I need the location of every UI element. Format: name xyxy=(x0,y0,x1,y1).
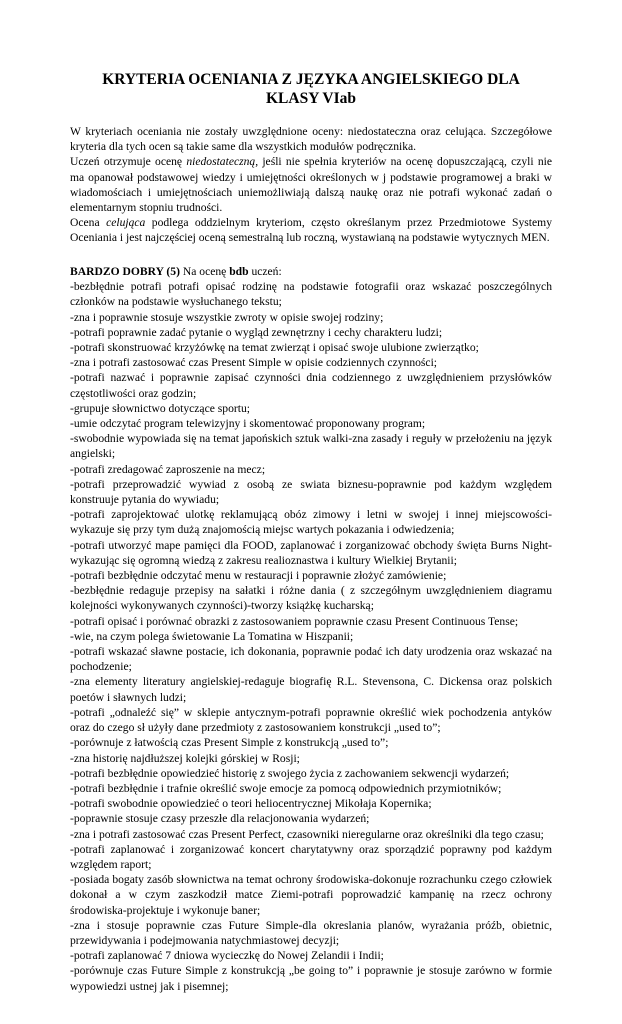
document-title xyxy=(60,70,562,108)
intro-p3-end: podlega oddzielnym kryteriom, często określanym przez Przedmiotowe Systemy Oceniania i jest najczęściej oceną semestralną lub roczną, wystawianą na podstawie wytycznych MEN. xyxy=(70,216,552,245)
criteria-list-item: -poprawnie stosuje czasy przeszłe dla relacjonowania wydarzeń; xyxy=(70,812,370,826)
intro-p2-start: Uczeń otrzymuje ocenę xyxy=(70,155,187,169)
intro-p3-start: Ocena xyxy=(70,216,107,230)
criteria-list-item: -porównuje z łatwością czas Present Simple z konstrukcją „used to”; xyxy=(70,736,389,750)
criteria-list-item: -potrafi poprawnie zadać pytanie o wygląd zewnętrzny i cechy charakteru ludzi; xyxy=(70,325,443,339)
criteria-list-item: -wie, na czym polega świetowanie La Tomatina w Hiszpanii; xyxy=(70,629,354,643)
criteria-list-item: -umie odczytać program telewizyjny i skomentować proponowany program; xyxy=(70,417,426,431)
criteria-list-item: -potrafi nazwać i poprawnie zapisać czynności dnia codziennego z uwzględnieniem przysłówków częstotliwości oraz godzin; xyxy=(70,371,552,400)
intro-section xyxy=(70,124,552,246)
criteria-list-item: -potrafi zaplanować i zorganizować koncert charytatywny oraz sporządzić poprawny pod każdym względem raport; xyxy=(70,842,552,871)
criteria-list-item: -potrafi opisać i porównać obrazki z zastosowaniem poprawnie czasu Present Continuous Tense; xyxy=(70,614,519,628)
criteria-list xyxy=(70,279,552,994)
title-line-2: KLASY VIab xyxy=(265,90,357,107)
intro-p3-italic: celująca xyxy=(106,216,146,230)
intro-paragraph-3 xyxy=(70,215,552,245)
grade-criteria-section xyxy=(70,264,552,994)
section-heading xyxy=(70,264,552,279)
section-heading-abbrev: bdb xyxy=(229,265,249,278)
criteria-list-item: -potrafi „odnaleźć się” w sklepie antycznym-potrafi poprawnie określić wiek pochodzenia antyków oraz do czego sł użyły dane przedmioty z zastosowaniem konstrukcji „used to”; xyxy=(70,705,552,735)
criteria-list-item: -potrafi zaprojektować ulotkę reklamującą obóz zimowy i letni w swojej i innej miejscowości-wykazuje się przy tym dużą znajomością miejsc wartych pokazania i odwiedzenia; xyxy=(70,508,552,537)
title-line-1: KRYTERIA OCENIANIA Z JĘZYKA ANGIELSKIEGO DLA xyxy=(102,71,520,88)
criteria-list-item: -potrafi zaplanować 7 dniowa wycieczkę do Nowej Zelandii i Indii; xyxy=(70,949,384,963)
criteria-list-item: -potrafi bezbłędnie i trafnie określić swoje emocje za pomocą odpowiednich przymiotników; xyxy=(70,781,502,795)
intro-p2-end: , jeśli nie spełnia kryteriów na ocenę dopuszczającą, czyli nie ma opanował podstawowej wiedzy i umiejętności określonych w j podstawie programowej a braki w wiadomościach i umiejętnościach uniemożliwiają dalszą naukę oraz nie potrafi wykonać zadań o elementarnym stopniu trudności. xyxy=(70,155,553,215)
criteria-list-item: -zna i stosuje poprawnie czas Future Simple-dla okreslania planów, wyrażania próźb, obietnic, przewidywania i podejmowania natychmiastowej decyzji; xyxy=(70,918,552,947)
criteria-list-item: -zna i potrafi zastosować czas Present Perfect, czasowniki nieregularne oraz określniki dla tego czasu; xyxy=(70,827,544,841)
criteria-list-item: -potrafi wskazać sławne postacie, ich dokonania, poprawnie podać ich daty urodzenia oraz wskazać na pochodzenie; xyxy=(70,645,552,674)
criteria-list-item: -zna i potrafi zastosować czas Present Simple w opisie codziennych czynności; xyxy=(70,356,438,370)
criteria-list-item: -potrafi zredagować zaproszenie na mecz; xyxy=(70,462,266,476)
criteria-list-item: -swobodnie wypowiada się na temat japońskich sztuk walki-zna zasady i reguły w przełożeniu na język angielski; xyxy=(70,432,552,461)
intro-p2-italic: niedostateczną xyxy=(186,155,256,169)
section-heading-grade: BARDZO DOBRY (5) xyxy=(70,265,180,278)
criteria-list-item: -porównuje czas Future Simple z konstrukcją „be going to” i poprawnie je stosuje zarówno w formie wypowiedzi ustnej jak i pisemnej; xyxy=(70,964,552,993)
criteria-list-item: -zna i poprawnie stosuje wszystkie zwroty w opisie swojej rodziny; xyxy=(70,310,384,324)
criteria-list-item: -potrafi bezbłędnie opowiedzieć historię z swojego życia z zachowaniem sekwencji wydarzeń; xyxy=(70,766,510,780)
criteria-list-item: -bezbłędnie potrafi potrafi opisać rodzinę na podstawie fotografii oraz wskazać poszczególnych członków na podstawie wysłuchanego tekstu; xyxy=(70,280,552,309)
criteria-list-item: -grupuje słownictwo dotyczące sportu; xyxy=(70,401,250,415)
criteria-list-item: -potrafi utworzyć mape pamięci dla FOOD, zaplanować i zorganizować obchody święta Burns Night-wykazując się ogromną wiedzą z zakresu realioznastwa i kultury Wielkiej Brytanii; xyxy=(70,538,552,567)
criteria-list-item: -potrafi swobodnie opowiedzieć o teori heliocentrycznej Mikołaja Kopernika; xyxy=(70,797,432,811)
section-heading-end: uczeń: xyxy=(248,265,282,278)
section-heading-mid: Na ocenę xyxy=(179,265,230,278)
criteria-list-item: -potrafi skonstruować krzyżówkę na temat zwierząt i opisać swoje ulubione zwierzątko; xyxy=(70,341,479,355)
criteria-list-item: -bezbłędnie redaguje przepisy na sałatki i różne dania ( z szczegółnym uwzględnieniem diagramu kolejności wykonywanych czynności)-tworzy książkę kucharską; xyxy=(70,584,552,613)
criteria-list-item: -zna elementy literatury angielskiej-redaguje biografię R.L. Stevensona, C. Dickensa oraz polskich poetów i sławnych ludzi; xyxy=(70,675,552,704)
criteria-list-item: -potrafi bezbłędnie odczytać menu w restauracji i poprawnie złożyć zamówienie; xyxy=(70,569,447,583)
intro-paragraph-2 xyxy=(70,154,552,215)
intro-paragraph-1: W kryteriach oceniania nie zostały uwzględnione oceny: niedostateczna oraz celująca. Szczegółowe kryteria dla tych ocen są takie same dla wszystkich modułów podręcznika. xyxy=(70,125,552,154)
criteria-list-item: -zna historię najdłuższej kolejki górskiej w Rosji; xyxy=(70,751,300,765)
criteria-list-item: -potrafi przeprowadzić wywiad z osobą ze swiata biznesu-poprawnie pod każdym względem konstruuje pytania do wywiadu; xyxy=(70,477,552,507)
criteria-list-item: -posiada bogaty zasób słownictwa na temat ochrony środowiska-dokonuje rozrachunku czego człowiek dokonał a w czym zaszkodził matce Ziemi-potrafi poprowadzić kampanię na rzecz ochrony środowiska-projektuje i wykonuje baner; xyxy=(70,873,552,917)
